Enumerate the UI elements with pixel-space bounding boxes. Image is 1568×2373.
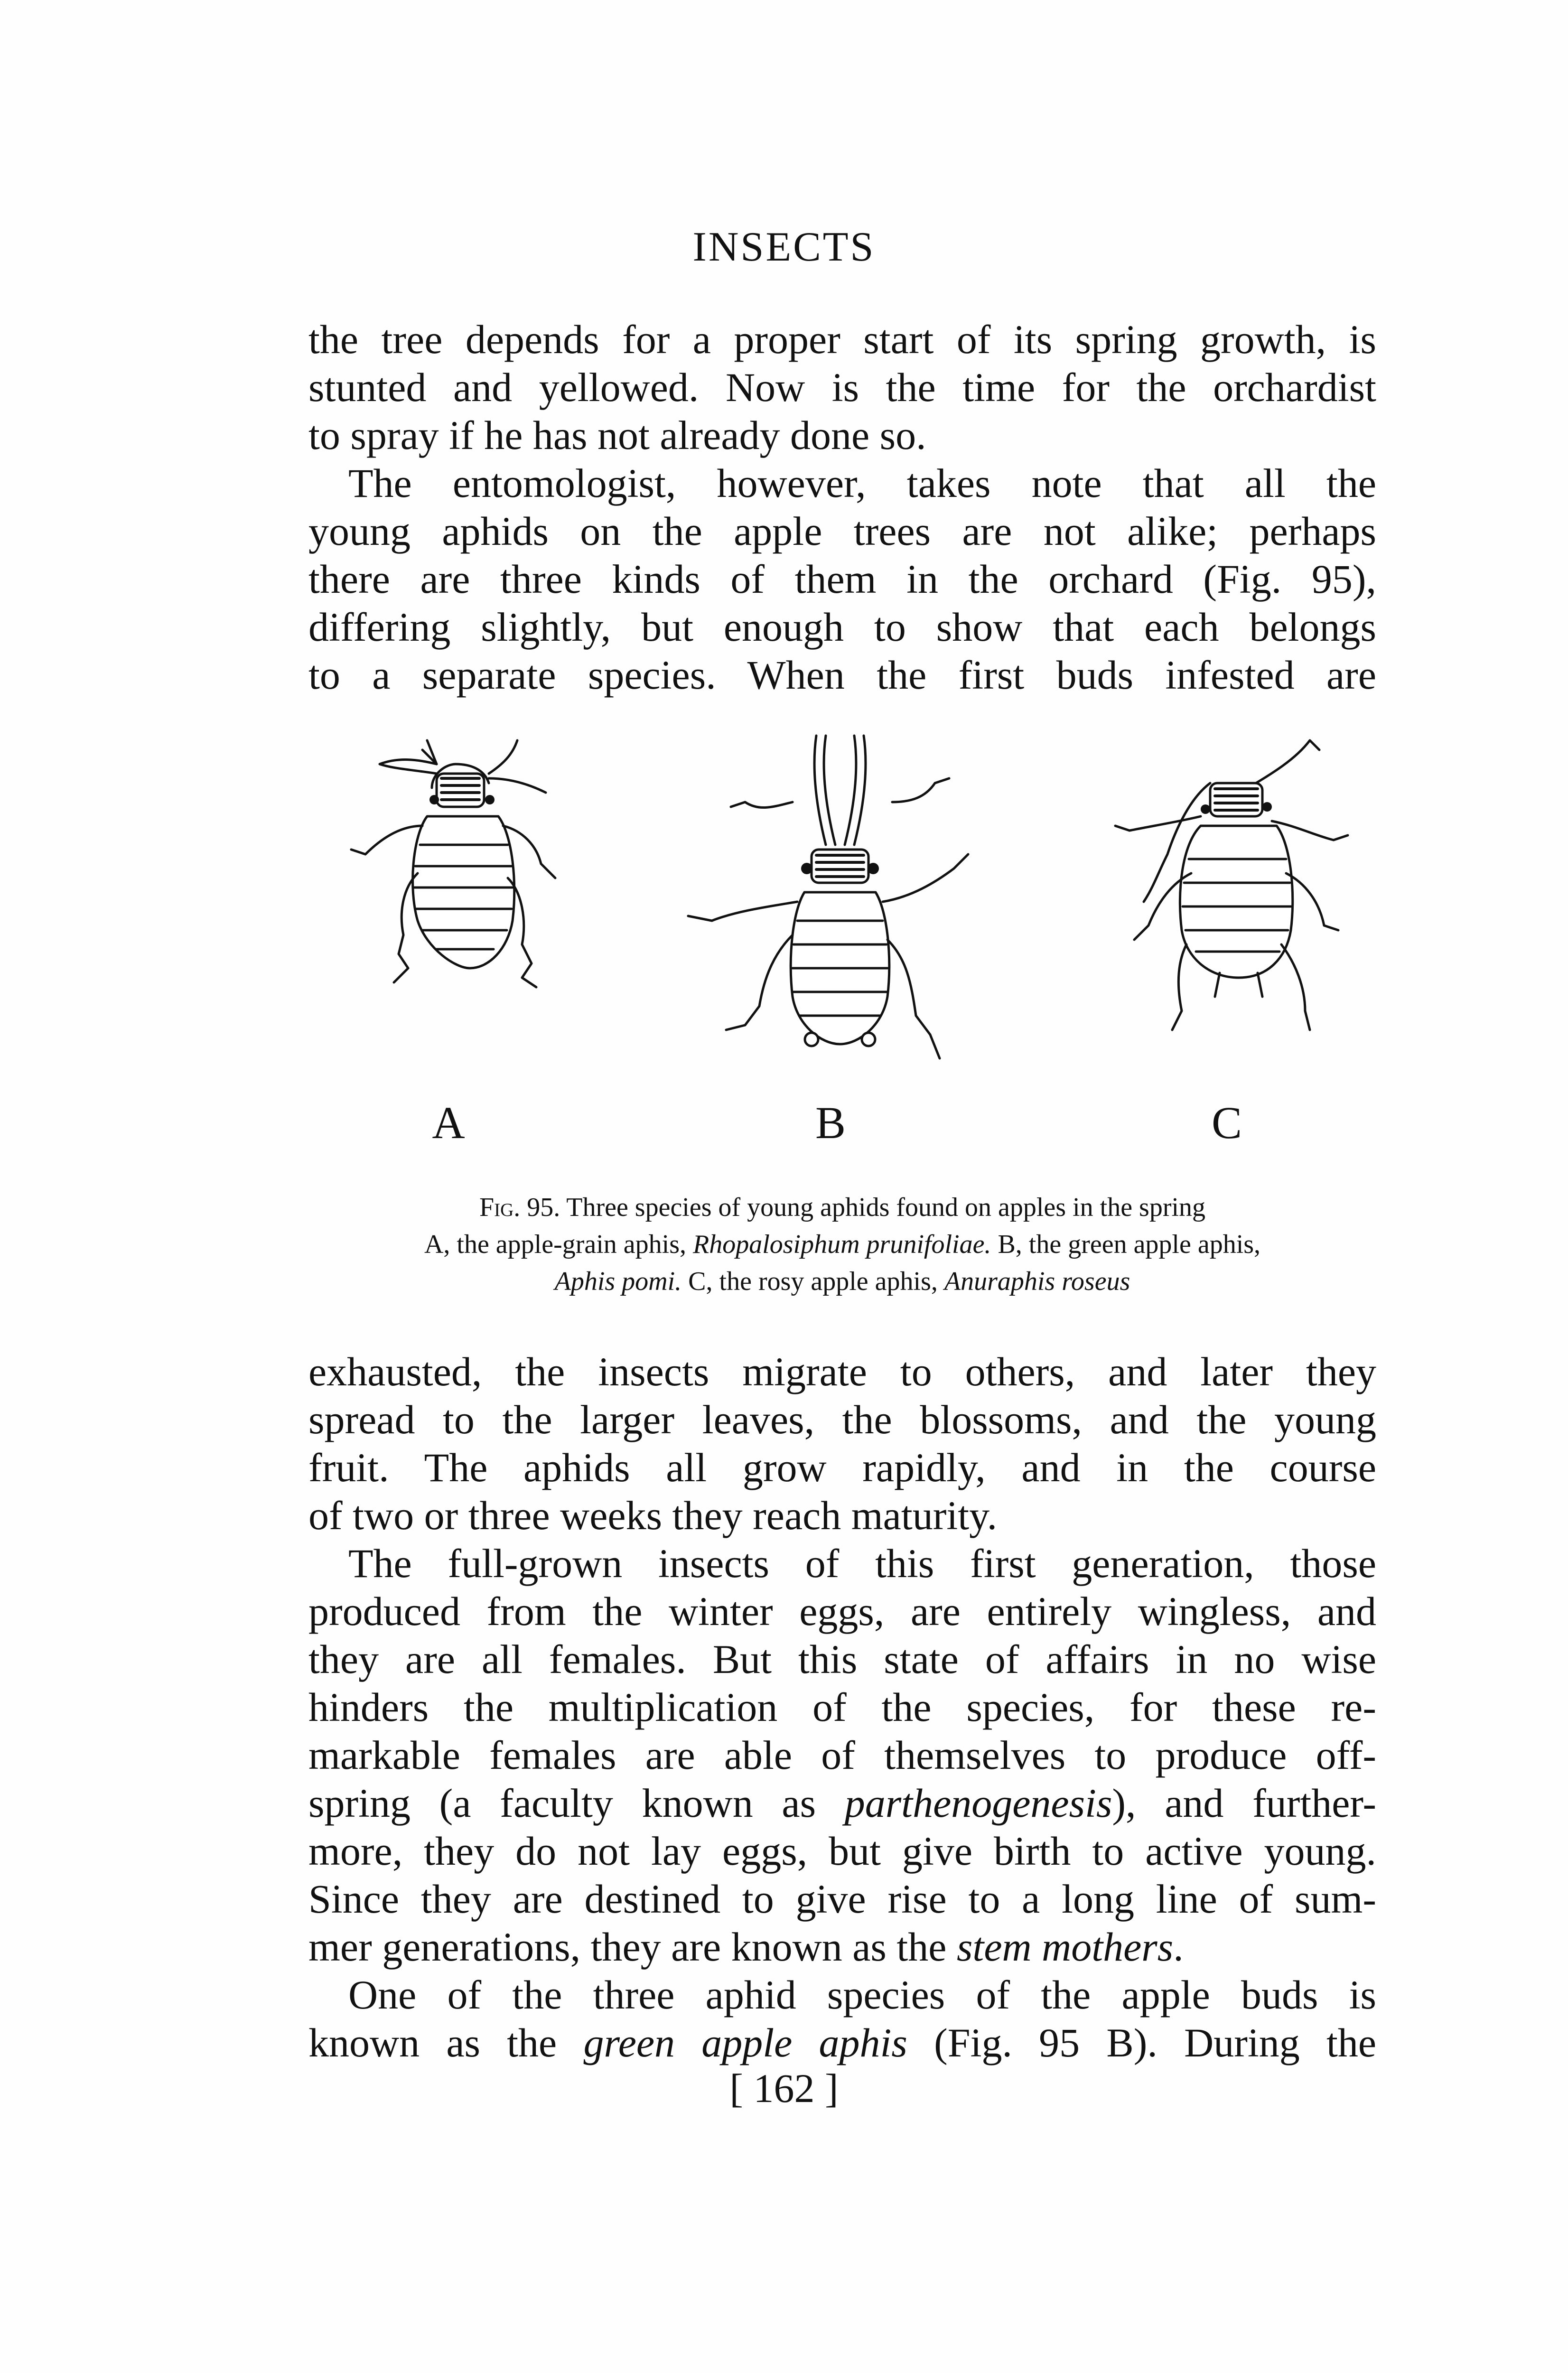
text-line-italic — [308, 1779, 1376, 1827]
text-line: spread to the larger leaves, the blossoms, and the young — [308, 1397, 1376, 1442]
text-span: (Fig. 95 B). During the — [907, 2020, 1377, 2065]
text-span: . — [1173, 1924, 1184, 1970]
text-line-italic — [308, 1923, 1376, 1971]
text-line: the tree depends for a proper start of its spring growth, is — [308, 317, 1376, 362]
text-line: to a separate species. When the first buds infested are — [308, 652, 1376, 698]
text-span: spring (a faculty known as — [308, 1780, 845, 1826]
text-line: of two or three weeks they reach maturity. — [308, 1493, 998, 1538]
aphid-a-drawing — [351, 740, 555, 987]
caption-line-2 — [308, 1226, 1376, 1263]
aphid-illustrations — [285, 731, 1400, 1073]
text-line: fruit. The aphids all grow rapidly, and in the course — [308, 1445, 1376, 1490]
caption-fig-number: Fig. 95. — [479, 1193, 560, 1222]
text-span: ), and further- — [1112, 1780, 1376, 1826]
caption-title: Three species of young aphids found on apples in the spring — [566, 1193, 1206, 1222]
caption-b-prefix: B, the green apple aphis, — [998, 1230, 1261, 1259]
caption-c-species: Anuraphis roseus — [944, 1267, 1130, 1296]
text-line: produced from the winter eggs, are entirely wingless, and — [308, 1588, 1376, 1634]
text-span: mer generations, they are known as the — [308, 1924, 957, 1970]
text-line: stunted and yellowed. Now is the time for the orchardist — [308, 364, 1376, 410]
text-line: differing slightly, but enough to show that each belongs — [308, 604, 1376, 650]
italic-term: parthenogenesis — [844, 1780, 1112, 1826]
caption-b-species: Aphis pomi. — [554, 1267, 682, 1296]
figure-caption — [308, 1189, 1376, 1300]
text-line: Since they are destined to give rise to a long line of sum- — [308, 1876, 1376, 1922]
text-line: there are three kinds of them in the orchard (Fig. 95), — [308, 556, 1376, 602]
text-line: more, they do not lay eggs, but give birth to active young. — [308, 1828, 1376, 1874]
text-line: markable females are able of themselves to produce off- — [308, 1732, 1376, 1778]
running-head: INSECTS — [692, 224, 876, 270]
figure-label-c: C — [1211, 1097, 1242, 1148]
text-line: to spray if he has not already done so. — [308, 412, 926, 458]
caption-c-prefix: C, the rosy apple aphis, — [688, 1267, 938, 1296]
figure-label-a: A — [432, 1097, 465, 1148]
text-line: The entomologist, however, takes note that all the — [348, 460, 1376, 506]
figure-label-b: B — [815, 1097, 846, 1148]
text-line: exhausted, the insects migrate to others, and later they — [308, 1349, 1376, 1394]
aphid-c-drawing — [1115, 740, 1348, 1030]
text-line: young aphids on the apple trees are not alike; perhaps — [308, 508, 1376, 554]
caption-line-1 — [308, 1189, 1376, 1226]
italic-term: green apple aphis — [583, 2020, 907, 2065]
italic-term: stem mothers — [956, 1924, 1174, 1970]
top-paragraphs — [308, 316, 1376, 699]
aphid-b-drawing — [688, 736, 968, 1058]
text-line: The full-grown insects of this first generation, those — [348, 1541, 1376, 1586]
text-line: hinders the multiplication of the species, for these re- — [308, 1684, 1376, 1730]
text-line: they are all females. But this state of affairs in no wise — [308, 1636, 1376, 1682]
text-span: known as the — [308, 2020, 584, 2065]
text-line: One of the three aphid species of the apple buds is — [348, 1972, 1376, 2018]
caption-line-3 — [308, 1263, 1376, 1300]
bottom-paragraphs — [308, 1348, 1376, 2067]
caption-a-species: Rhopalosiphum prunifoliae. — [692, 1230, 991, 1259]
page-number: [ 162 ] — [729, 2065, 839, 2111]
caption-a-prefix: A, the apple-grain aphis, — [424, 1230, 686, 1259]
text-line-italic — [308, 2019, 1376, 2067]
